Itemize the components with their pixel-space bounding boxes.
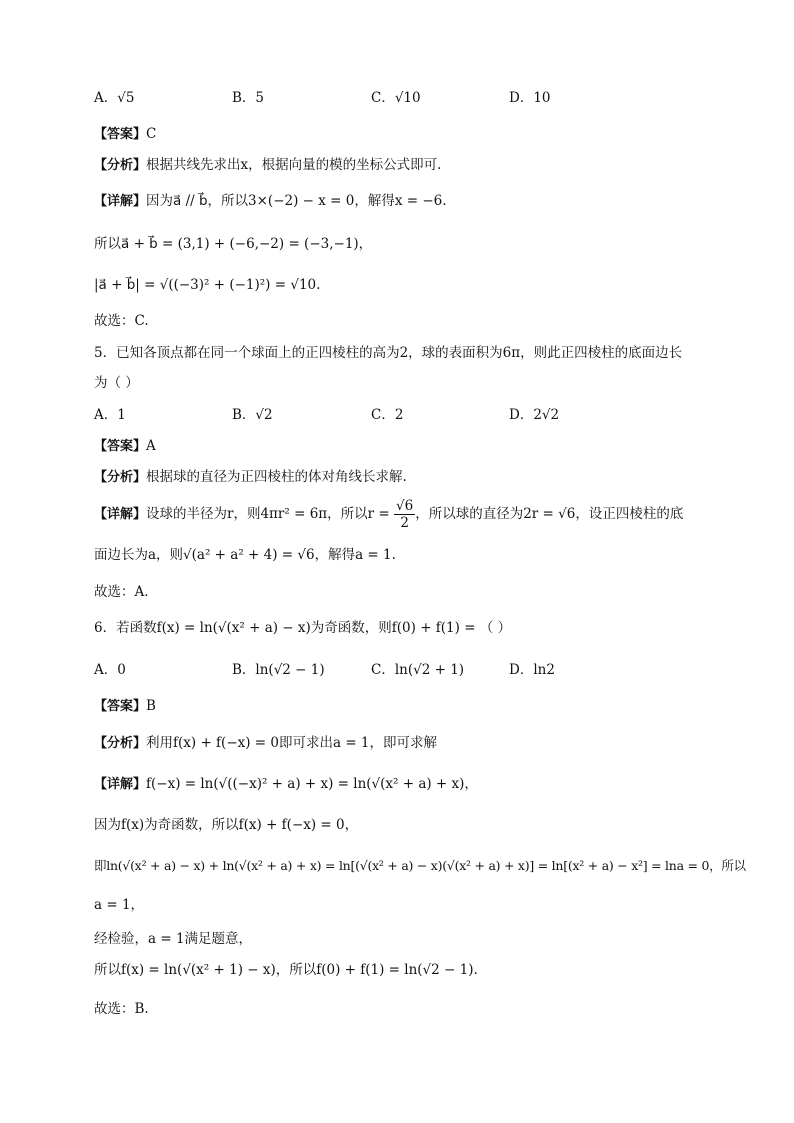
analysis-tag: 【分析】 bbox=[94, 736, 147, 751]
q5-option-d: D．2√2 bbox=[509, 407, 560, 423]
q5-analysis bbox=[94, 467, 407, 488]
q4-option-c: C．√10 bbox=[371, 90, 421, 106]
q6-option-a: A．0 bbox=[94, 662, 126, 678]
q4-detail-line-3: |a⃗ + b⃗| = √((−3)² + (−1)²) = √10. bbox=[94, 277, 321, 293]
detail-text: f(−x) = ln(√((−x)² + a) + x) = ln(√(x² + a) + x)， bbox=[146, 776, 478, 792]
q6-detail-line-3: 即ln(√(x² + a) − x) + ln(√(x² + a) + x) = ln[(√(x² + a) − x)(√(x² + a) + x)] = ln[(x² + a) − x²] = lna = 0，所以 bbox=[94, 858, 746, 873]
q6-analysis bbox=[94, 733, 437, 754]
q6-option-d: D．ln2 bbox=[509, 662, 555, 678]
answer-tag: 【答案】 bbox=[94, 127, 147, 142]
q4-analysis bbox=[94, 155, 441, 176]
q6-detail-line-1 bbox=[94, 774, 478, 795]
q4-answer bbox=[94, 124, 156, 145]
analysis-tag: 【分析】 bbox=[94, 158, 147, 173]
detail-tag: 【详解】 bbox=[94, 194, 147, 209]
fraction-numerator: √6 bbox=[396, 498, 414, 514]
q4-detail-line-1 bbox=[94, 191, 447, 212]
q6-detail-line-5: 经检验，a = 1满足题意， bbox=[94, 931, 253, 947]
q5-stem-line-1: 5．已知各顶点都在同一个球面上的正四棱柱的高为2，球的表面积为6π，则此正四棱柱的底面边长 bbox=[94, 345, 683, 361]
q5-option-c: C．2 bbox=[371, 407, 404, 423]
q4-conclusion: 故选：C. bbox=[94, 313, 149, 329]
q5-detail-line-1 bbox=[94, 496, 683, 533]
q5-conclusion: 故选：A. bbox=[94, 584, 149, 600]
answer-value: B bbox=[146, 698, 156, 714]
q5-option-b: B．√2 bbox=[232, 407, 273, 423]
q4-options bbox=[94, 87, 714, 109]
detail-text: 因为a⃗ // b⃗，所以3×(−2) − x = 0，解得x = −6. bbox=[146, 193, 447, 209]
fraction-denominator: 2 bbox=[400, 515, 409, 531]
detail-tag: 【详解】 bbox=[94, 777, 147, 792]
q5-option-a: A．1 bbox=[94, 407, 126, 423]
q5-answer bbox=[94, 436, 156, 457]
q6-answer bbox=[94, 696, 156, 717]
q4-detail-line-2: 所以a⃗ + b⃗ = (3,1) + (−6,−2) = (−3,−1)， bbox=[94, 236, 373, 252]
q4-option-d: D．10 bbox=[509, 90, 551, 106]
detail-tag: 【详解】 bbox=[94, 507, 147, 522]
answer-value: A bbox=[146, 438, 156, 454]
q4-option-b: B．5 bbox=[232, 90, 265, 106]
q6-stem: 6．若函数f(x) = ln(√(x² + a) − x)为奇函数，则f(0) + f(1) = （ ） bbox=[94, 620, 512, 636]
answer-tag: 【答案】 bbox=[94, 439, 147, 454]
q5-options bbox=[94, 404, 714, 426]
q6-option-b: B．ln(√2 − 1) bbox=[232, 662, 325, 678]
detail-text-b: ，所以球的直径为2r = √6，设正四棱柱的底 bbox=[415, 506, 684, 522]
q6-conclusion: 故选：B. bbox=[94, 1001, 149, 1017]
answer-tag: 【答案】 bbox=[94, 699, 147, 714]
analysis-tag: 【分析】 bbox=[94, 470, 147, 485]
q6-options bbox=[94, 659, 714, 681]
fraction-sqrt6-over-2 bbox=[394, 498, 415, 531]
analysis-text: 根据共线先求出x，根据向量的模的坐标公式即可. bbox=[146, 157, 442, 173]
q6-detail-line-4: a = 1， bbox=[94, 897, 145, 913]
q5-detail-line-2: 面边长为a，则√(a² + a² + 4) = √6，解得a = 1. bbox=[94, 547, 396, 563]
q5-stem-line-2: 为（ ） bbox=[94, 375, 139, 391]
analysis-text: 根据球的直径为正四棱柱的体对角线长求解. bbox=[146, 469, 407, 485]
q4-option-a: A．√5 bbox=[94, 90, 135, 106]
q6-detail-line-6: 所以f(x) = ln(√(x² + 1) − x)，所以f(0) + f(1) = ln(√2 − 1). bbox=[94, 962, 478, 978]
analysis-text: 利用f(x) + f(−x) = 0即可求出a = 1，即可求解 bbox=[146, 735, 438, 751]
q6-option-c: C．ln(√2 + 1) bbox=[371, 662, 465, 678]
q6-detail-line-2: 因为f(x)为奇函数，所以f(x) + f(−x) = 0， bbox=[94, 817, 359, 833]
answer-value: C bbox=[146, 126, 157, 142]
detail-text-a: 设球的半径为r，则4πr² = 6π，所以r = bbox=[146, 506, 390, 522]
